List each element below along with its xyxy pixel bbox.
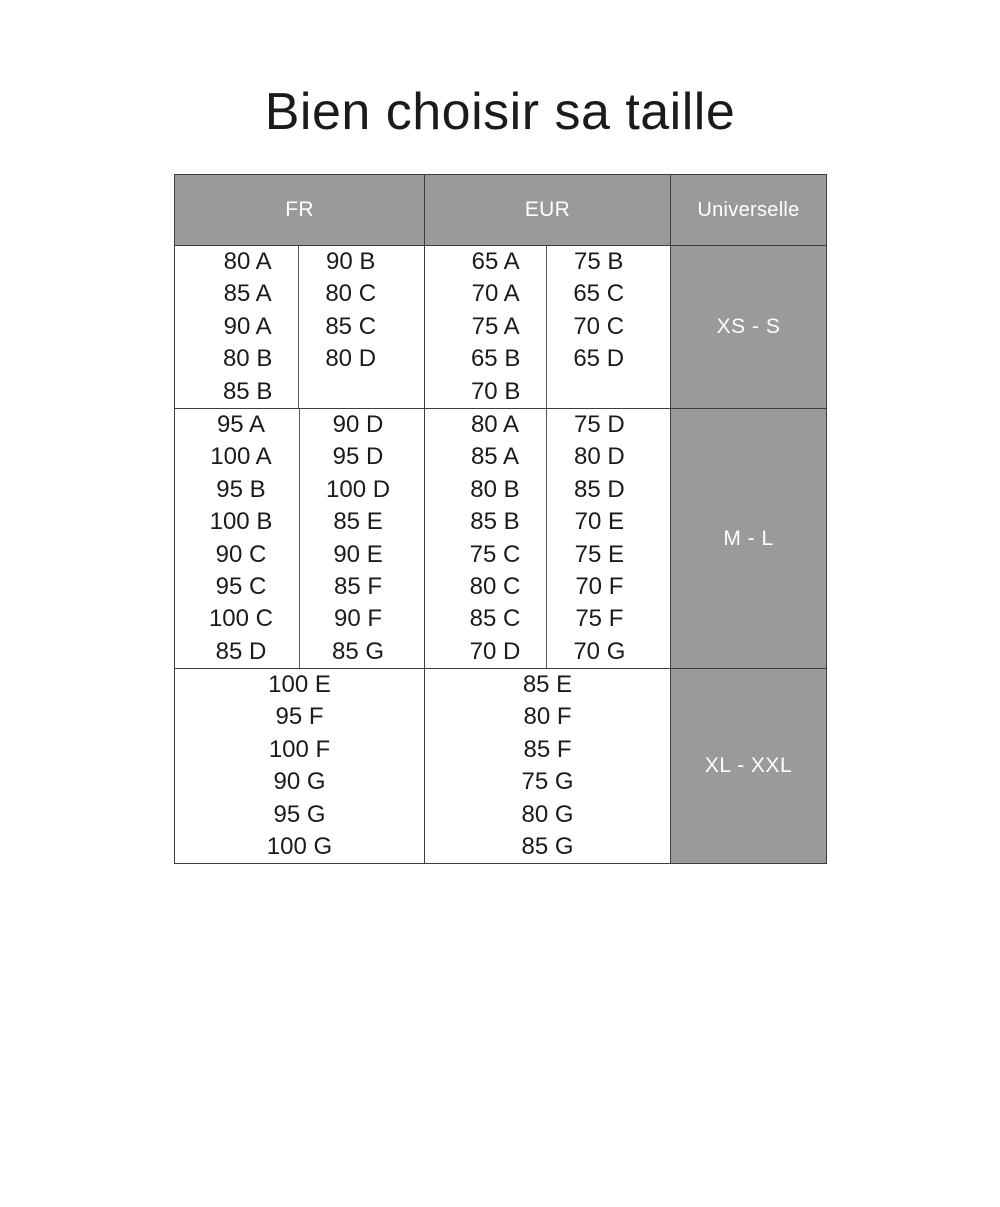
fr-sizes-m-l — [175, 408, 425, 668]
size-value: 70 G — [573, 637, 626, 665]
fr-sizes-m-l-column-2 — [300, 409, 416, 668]
size-value: 95 C — [215, 572, 267, 600]
table-header — [175, 175, 827, 246]
size-value: 100 A — [210, 443, 272, 471]
size-value: 90 C — [215, 540, 267, 568]
size-value: 100 C — [208, 605, 273, 633]
fr-sizes-xs-s-column-1 — [197, 246, 299, 408]
table-header-row — [175, 175, 827, 246]
fr-sizes-xs-s — [175, 246, 425, 409]
size-value: 80 D — [573, 443, 625, 471]
size-value: 90 D — [332, 410, 384, 438]
size-value: 80 C — [325, 280, 377, 308]
eur-sizes-m-l — [425, 408, 671, 668]
size-value: 70 B — [470, 377, 521, 405]
size-value: 80 F — [523, 703, 572, 731]
size-value: 100 E — [268, 671, 331, 699]
size-value: 80 A — [223, 248, 272, 275]
size-value: 65 A — [471, 248, 520, 275]
size-value: 70 D — [469, 637, 521, 665]
size-value: 80 A — [470, 410, 519, 438]
page-title: Bien choisir sa taille — [264, 83, 736, 141]
size-value: 85 F — [523, 735, 572, 763]
size-value: 90 F — [334, 605, 383, 633]
column-header-fr: FR — [175, 175, 425, 246]
size-value: 85 A — [223, 280, 272, 308]
size-value: 80 B — [222, 345, 273, 373]
size-value: 85 C — [469, 605, 521, 633]
size-value: 100 B — [209, 508, 273, 536]
size-value: 70 A — [471, 280, 520, 308]
eur-sizes-xs-s — [425, 246, 671, 409]
size-value: 80 D — [325, 345, 377, 373]
size-value: 95 D — [332, 443, 384, 471]
size-value: 95 B — [216, 475, 266, 503]
universal-size-xs-s: XS - S — [671, 246, 827, 409]
size-value: 90 E — [333, 540, 383, 568]
size-value: 80 B — [470, 475, 520, 503]
eur-sizes-m-l-column-2 — [547, 409, 651, 668]
size-value: 70 C — [573, 312, 625, 340]
column-header-universal: Universelle — [671, 175, 827, 246]
eur-sizes-xl-xxl-column-1 — [425, 669, 670, 863]
size-value: 90 B — [325, 248, 376, 275]
size-value: 100 G — [266, 833, 333, 861]
table-body — [175, 246, 827, 864]
size-value: 70 F — [575, 572, 624, 600]
size-value: 85 A — [470, 443, 519, 471]
size-value: 95 G — [273, 800, 326, 828]
fr-sizes-m-l-column-1 — [183, 409, 300, 668]
size-value: 100 F — [268, 735, 331, 763]
fr-sizes-xl-xxl-column-1 — [175, 669, 424, 863]
size-value: 85 D — [215, 637, 267, 665]
size-value: 80 C — [469, 572, 521, 600]
table-row — [175, 246, 827, 409]
size-value: 90 G — [273, 768, 326, 796]
size-value: 85 G — [332, 637, 385, 665]
universal-size-xl-xxl: XL - XXL — [671, 669, 827, 864]
size-value: 65 C — [573, 280, 625, 308]
eur-sizes-xl-xxl — [425, 669, 671, 864]
universal-size-m-l: M - L — [671, 408, 827, 668]
size-value: 85 B — [222, 377, 273, 405]
size-value: 75 F — [575, 605, 624, 633]
size-value: 80 G — [521, 800, 574, 828]
size-value: 85 G — [521, 833, 574, 861]
size-value: 85 E — [522, 671, 573, 699]
size-value: 65 B — [470, 345, 521, 373]
size-value: 85 C — [325, 312, 377, 340]
size-value: 85 B — [470, 508, 520, 536]
table-row — [175, 669, 827, 864]
column-header-eur: EUR — [425, 175, 671, 246]
size-value: 90 A — [223, 312, 272, 340]
size-value: 75 G — [521, 768, 574, 796]
size-value: 100 D — [326, 475, 391, 503]
size-value: 85 E — [333, 508, 383, 536]
size-chart-table — [174, 174, 827, 864]
fr-sizes-xl-xxl — [175, 669, 425, 864]
size-value: 85 F — [334, 572, 383, 600]
eur-sizes-xs-s-column-1 — [445, 246, 547, 408]
size-value: 95 A — [216, 410, 265, 438]
size-value: 65 D — [573, 345, 625, 373]
size-value: 75 C — [469, 540, 521, 568]
size-value: 85 D — [573, 475, 625, 503]
size-value: 75 B — [573, 248, 624, 275]
size-value: 75 A — [471, 312, 520, 340]
size-value: 75 D — [573, 410, 625, 438]
size-value: 95 F — [275, 703, 324, 731]
eur-sizes-m-l-column-1 — [444, 409, 548, 668]
table-row — [175, 408, 827, 668]
eur-sizes-xs-s-column-2 — [547, 246, 650, 376]
size-value: 70 E — [574, 508, 625, 536]
size-value: 75 E — [574, 540, 625, 568]
fr-sizes-xs-s-column-2 — [299, 246, 402, 376]
